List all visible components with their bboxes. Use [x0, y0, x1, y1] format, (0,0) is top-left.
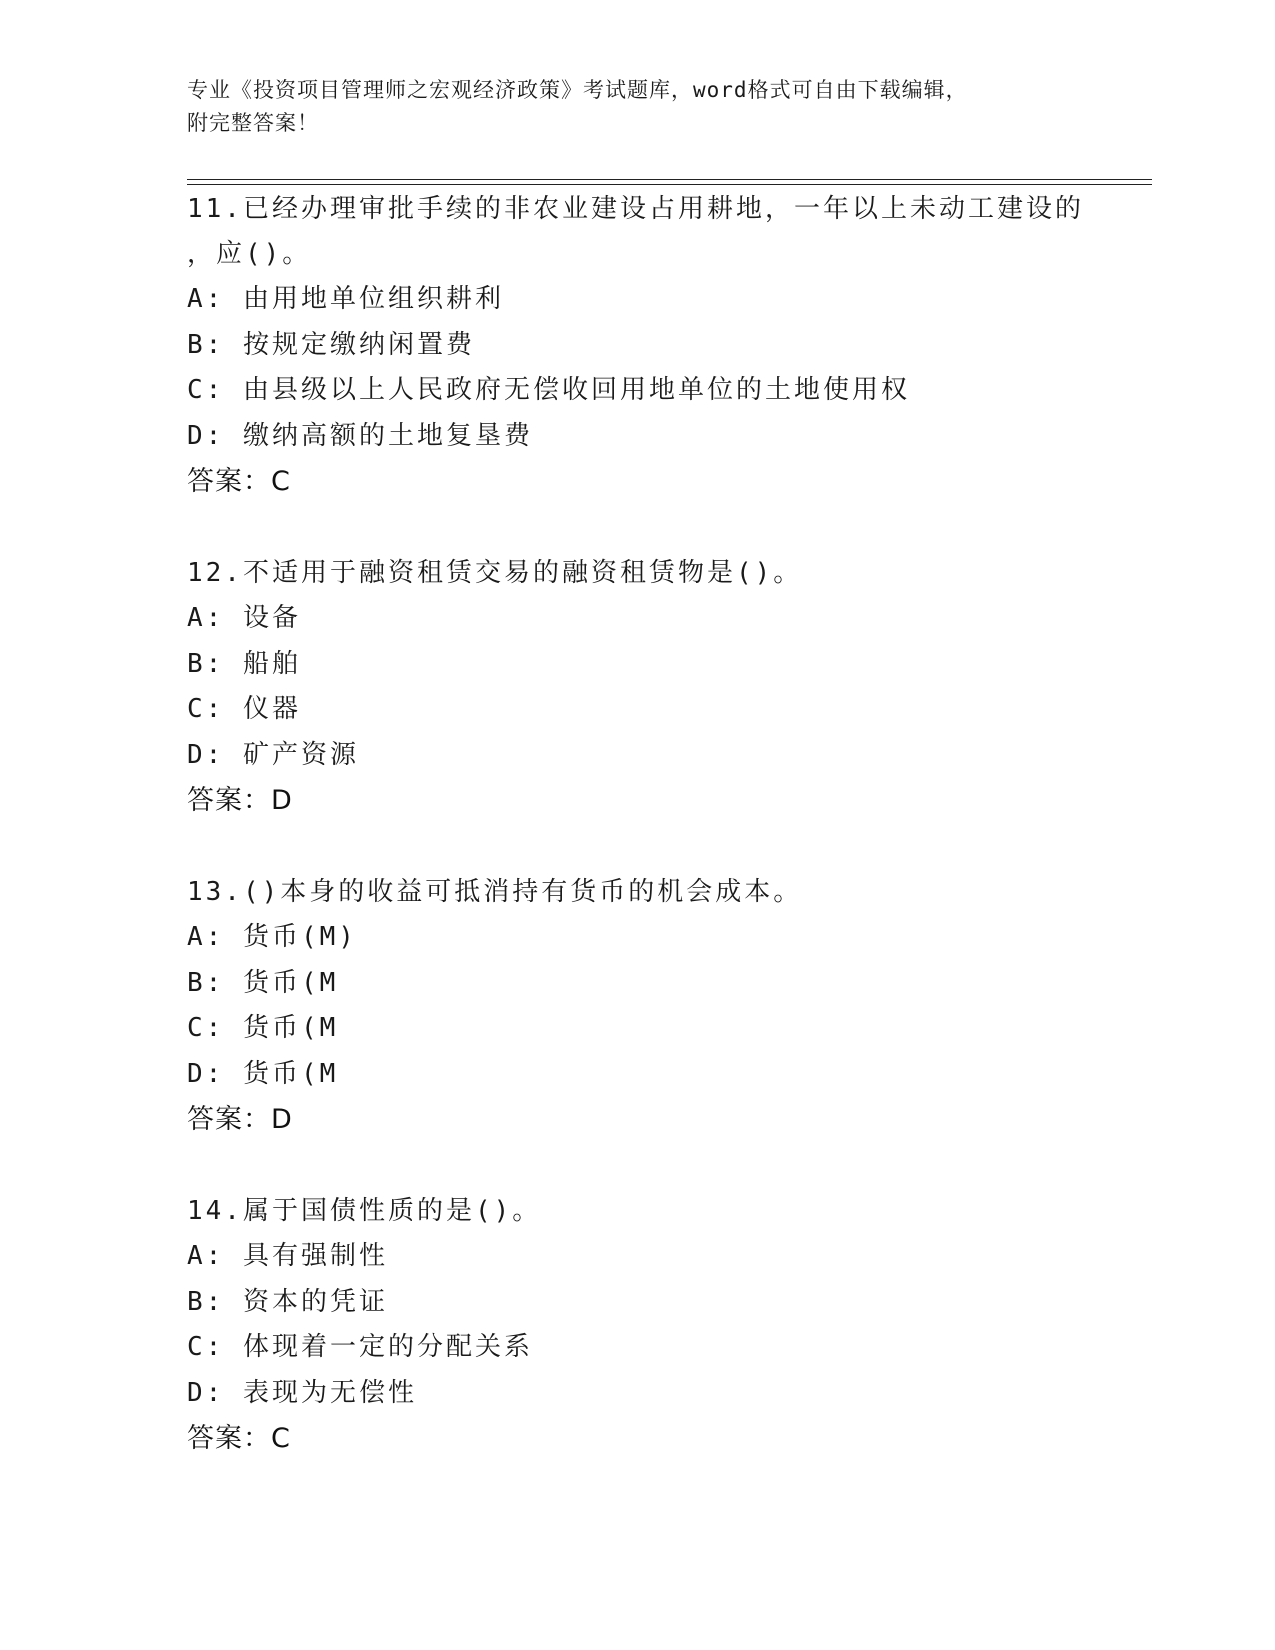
question-stem: 14.属于国债性质的是()。 — [187, 1196, 542, 1226]
answer: 答案：D — [187, 1104, 293, 1135]
option-d: D: 货币(M — [187, 1058, 339, 1089]
option-c: C: 仪器 — [187, 694, 301, 724]
header-divider-bottom — [187, 184, 1152, 185]
answer: 答案：C — [187, 466, 291, 497]
question-11 — [187, 187, 1087, 505]
option-b: B: 资本的凭证 — [187, 1286, 388, 1317]
option-c: C: 由县级以上人民政府无偿收回用地单位的土地使用权 — [187, 375, 910, 405]
option-a: A: 具有强制性 — [187, 1241, 388, 1271]
question-stem: 12.不适用于融资租赁交易的融资租赁物是()。 — [187, 558, 803, 588]
option-c: C: 体现着一定的分配关系 — [187, 1332, 533, 1362]
option-a: A: 设备 — [187, 603, 301, 633]
question-stem-continued: ，应()。 — [187, 239, 312, 269]
option-b: B: 货币(M — [187, 967, 339, 998]
answer: 答案：D — [187, 785, 293, 816]
header-divider-top — [187, 179, 1152, 180]
header-line-1: 专业《投资项目管理师之宏观经济政策》考试题库，word格式可自由下载编辑， — [187, 78, 968, 102]
document-header — [187, 74, 1067, 140]
option-d: D: 表现为无偿性 — [187, 1377, 417, 1408]
option-b: B: 船舶 — [187, 648, 301, 679]
option-c: C: 货币(M — [187, 1013, 339, 1043]
header-line-2: 附完整答案！ — [187, 111, 319, 135]
option-a: A: 货币(M) — [187, 922, 357, 952]
answer: 答案：C — [187, 1423, 291, 1454]
question-stem: 13.()本身的收益可抵消持有货币的机会成本。 — [187, 877, 803, 907]
question-14 — [187, 1189, 1087, 1462]
option-b: B: 按规定缴纳闲置费 — [187, 329, 475, 360]
question-stem: 11.已经办理审批手续的非农业建设占用耕地，一年以上未动工建设的 — [187, 194, 1084, 224]
option-d: D: 缴纳高额的土地复垦费 — [187, 420, 533, 451]
option-d: D: 矿产资源 — [187, 739, 359, 770]
question-12 — [187, 551, 1087, 824]
question-13 — [187, 870, 1087, 1143]
option-a: A: 由用地单位组织耕利 — [187, 284, 504, 314]
